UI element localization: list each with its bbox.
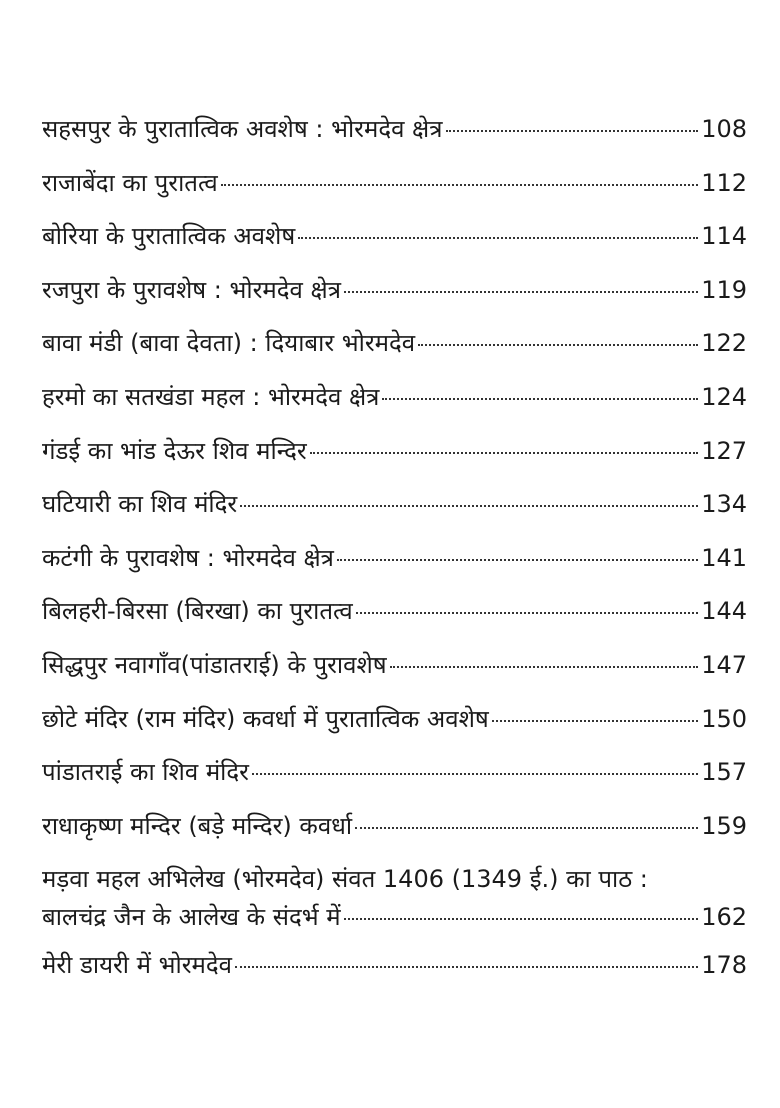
toc-entry: [42, 219, 747, 273]
toc-entry-title: पांडातराई का शिव मंदिर: [42, 758, 249, 787]
dot-leader: [240, 505, 698, 507]
toc-entry-page: 134: [701, 490, 747, 519]
toc-entry-title: मेरी डायरी में भोरमदेव: [42, 951, 232, 980]
toc-entry-page: 178: [701, 951, 747, 980]
toc-entry-page: 119: [701, 275, 747, 304]
toc-entry: [42, 702, 747, 756]
toc-entry: [42, 809, 747, 863]
toc-entry-title: छोटे मंदिर (राम मंदिर) कवर्धा में पुरातात्विक अवशेष: [42, 704, 489, 733]
toc-entry: [42, 862, 747, 934]
toc-entry-title-line2: बालचंद्र जैन के आलेख के संदर्भ में: [42, 903, 341, 932]
toc-entry-page: 141: [701, 543, 747, 572]
toc-entry-page: 112: [701, 168, 747, 197]
toc-entry-title-line1: मड़वा महल अभिलेख (भोरमदेव) संवत 1406 (1349 ई.) का पाठ :: [42, 865, 648, 894]
dot-leader: [344, 291, 698, 293]
table-of-contents: [42, 112, 747, 1002]
toc-entry-page: 162: [701, 903, 747, 932]
dot-leader: [337, 559, 698, 561]
toc-entry: [42, 380, 747, 434]
toc-entry-page: 150: [701, 704, 747, 733]
toc-entry-page: 114: [701, 222, 747, 251]
toc-entry-page: 157: [701, 758, 747, 787]
dot-leader: [390, 666, 699, 668]
toc-entry: [42, 541, 747, 595]
toc-entry-page: 122: [701, 329, 747, 358]
toc-entry-title: गंडई का भांड देऊर शिव मन्दिर: [42, 436, 307, 465]
toc-entry-page: 144: [701, 597, 747, 626]
toc-entry-page: 159: [701, 811, 747, 840]
toc-entry-title: हरमो का सतखंडा महल : भोरमदेव क्षेत्र: [42, 382, 380, 411]
toc-entry: [42, 648, 747, 702]
toc-entry: [42, 112, 747, 166]
dot-leader: [356, 612, 698, 614]
toc-entry: [42, 434, 747, 488]
toc-entry-page: 147: [701, 650, 747, 679]
toc-entry-title: बिलहरी-बिरसा (बिरखा) का पुरातत्व: [42, 597, 353, 626]
toc-entry: [42, 755, 747, 809]
toc-entry-title: सहसपुर के पुरातात्विक अवशेष : भोरमदेव क्षेत्र: [42, 115, 443, 143]
toc-entry-title: रजपुरा के पुरावशेष : भोरमदेव क्षेत्र: [42, 275, 341, 304]
toc-entry-title: घटियारी का शिव मंदिर: [42, 490, 238, 519]
dot-leader: [221, 184, 699, 186]
dot-leader: [446, 130, 699, 132]
toc-entry-title: सिद्धपुर नवागाँव(पांडातराई) के पुरावशेष: [42, 650, 387, 679]
toc-entry: [42, 273, 747, 327]
dot-leader: [355, 827, 698, 829]
dot-leader: [418, 344, 698, 346]
toc-entry-page: 124: [701, 382, 747, 411]
toc-entry: [42, 326, 747, 380]
dot-leader: [344, 918, 699, 920]
dot-leader: [252, 773, 698, 775]
toc-entry-title: कटंगी के पुरावशेष : भोरमदेव क्षेत्र: [42, 543, 334, 572]
dot-leader: [310, 452, 699, 454]
dot-leader: [382, 398, 698, 400]
toc-entry: [42, 166, 747, 220]
toc-entry-title: बोरिया के पुरातात्विक अवशेष: [42, 222, 296, 251]
toc-entry: [42, 487, 747, 541]
dot-leader: [235, 966, 698, 968]
dot-leader: [492, 720, 698, 722]
toc-entry-title: राधाकृष्ण मन्दिर (बड़े मन्दिर) कवर्धा: [42, 811, 353, 840]
toc-entry-title: राजाबेंदा का पुरातत्व: [42, 168, 218, 197]
toc-entry-page: 127: [701, 436, 747, 465]
toc-entry-page: 108: [701, 115, 747, 143]
dot-leader: [298, 237, 698, 239]
toc-entry: [42, 948, 747, 1002]
toc-entry-title: बावा मंडी (बावा देवता) : दियाबार भोरमदेव: [42, 329, 416, 358]
toc-entry: [42, 594, 747, 648]
